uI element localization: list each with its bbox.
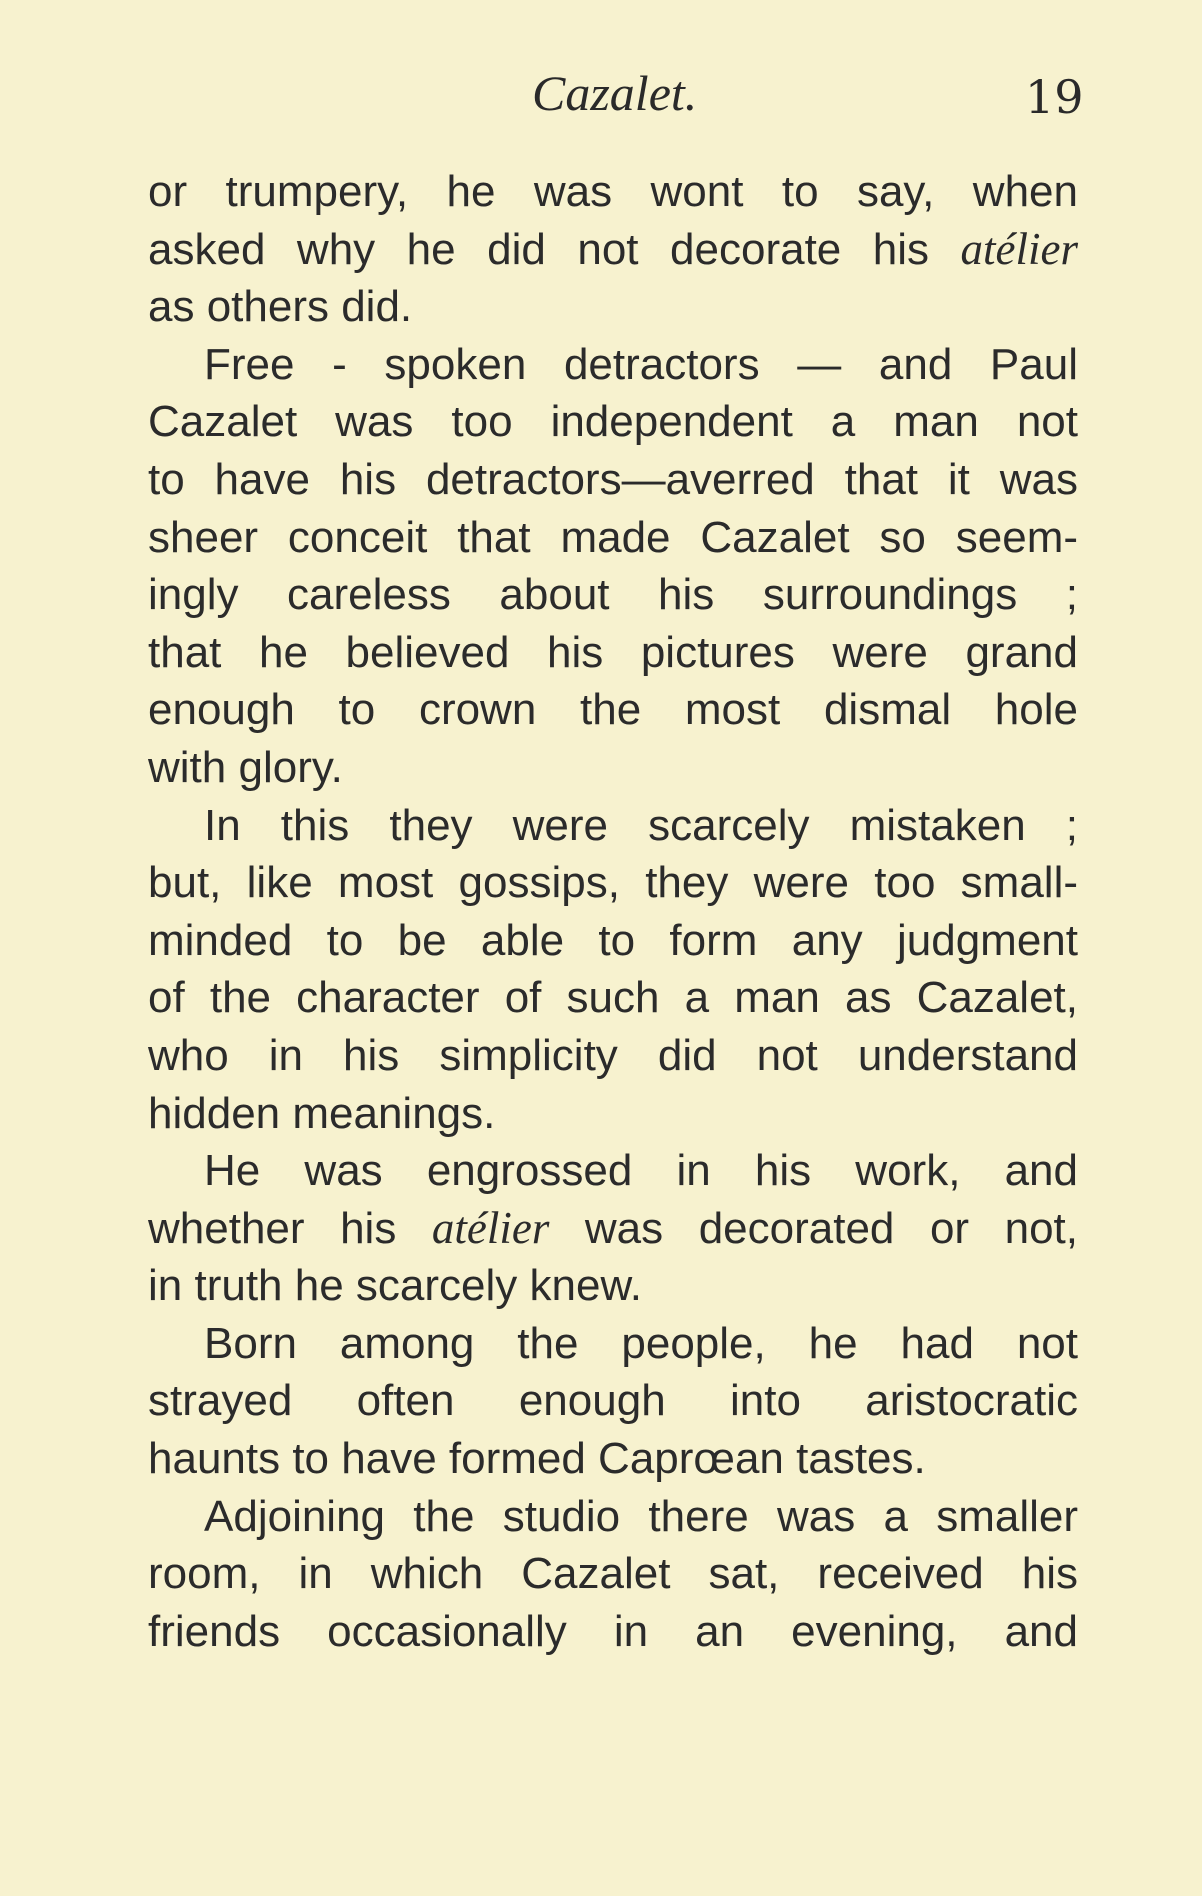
running-head [0,58,1202,128]
text-line: room, in which Cazalet sat, received his [148,1549,1078,1599]
running-title: Cazalet. [532,65,698,121]
text-line: ingly careless about his surroundings ; [148,570,1078,620]
text-line: Adjoining the studio there was a smaller [204,1491,1078,1541]
text-line: strayed often enough into aristocratic [148,1376,1078,1426]
text-line: Born among the people, he had not [204,1318,1078,1368]
page-number: 19 [1025,70,1084,124]
text-line: that he believed his pictures were grand [148,627,1078,677]
text-line: minded to be able to form any judgment [148,915,1078,965]
text-line: in truth he scarcely knew. [148,1261,643,1311]
text-line: haunts to have formed Caprœan tastes. [148,1434,926,1484]
text-line: or trumpery, he was wont to say, when [148,167,1078,216]
italic-term: atélier [431,1202,550,1253]
text-line: friends occasionally in an evening, and [148,1606,1078,1656]
text-line: who in his simplicity did not understand [148,1030,1078,1080]
text-line: but, like most gossips, they were too small- [148,858,1078,908]
text-line: enough to crown the most dismal hole [148,685,1078,735]
text-line: asked why he did not decorate his atélier [148,223,1078,274]
italic-term: atélier [960,223,1078,274]
text-line: Free - spoken detractors — and Paul [204,339,1078,389]
text-line: In this they were scarcely mistaken ; [204,800,1078,850]
text-line: of the character of such a man as Cazalet, [148,973,1078,1023]
text-line: hidden meanings. [148,1088,496,1138]
text-line: as others did. [148,282,413,332]
text-line: He was engrossed in his work, and [204,1146,1078,1196]
text-line: whether his atélier was decorated or not, [148,1202,1079,1253]
text-line: with glory. [148,742,343,792]
text-line: sheer conceit that made Cazalet so seem- [148,512,1078,562]
text-line: to have his detractors—averred that it was [148,454,1078,504]
body-text [148,163,1078,1660]
text-line: Cazalet was too independent a man not [148,397,1078,447]
